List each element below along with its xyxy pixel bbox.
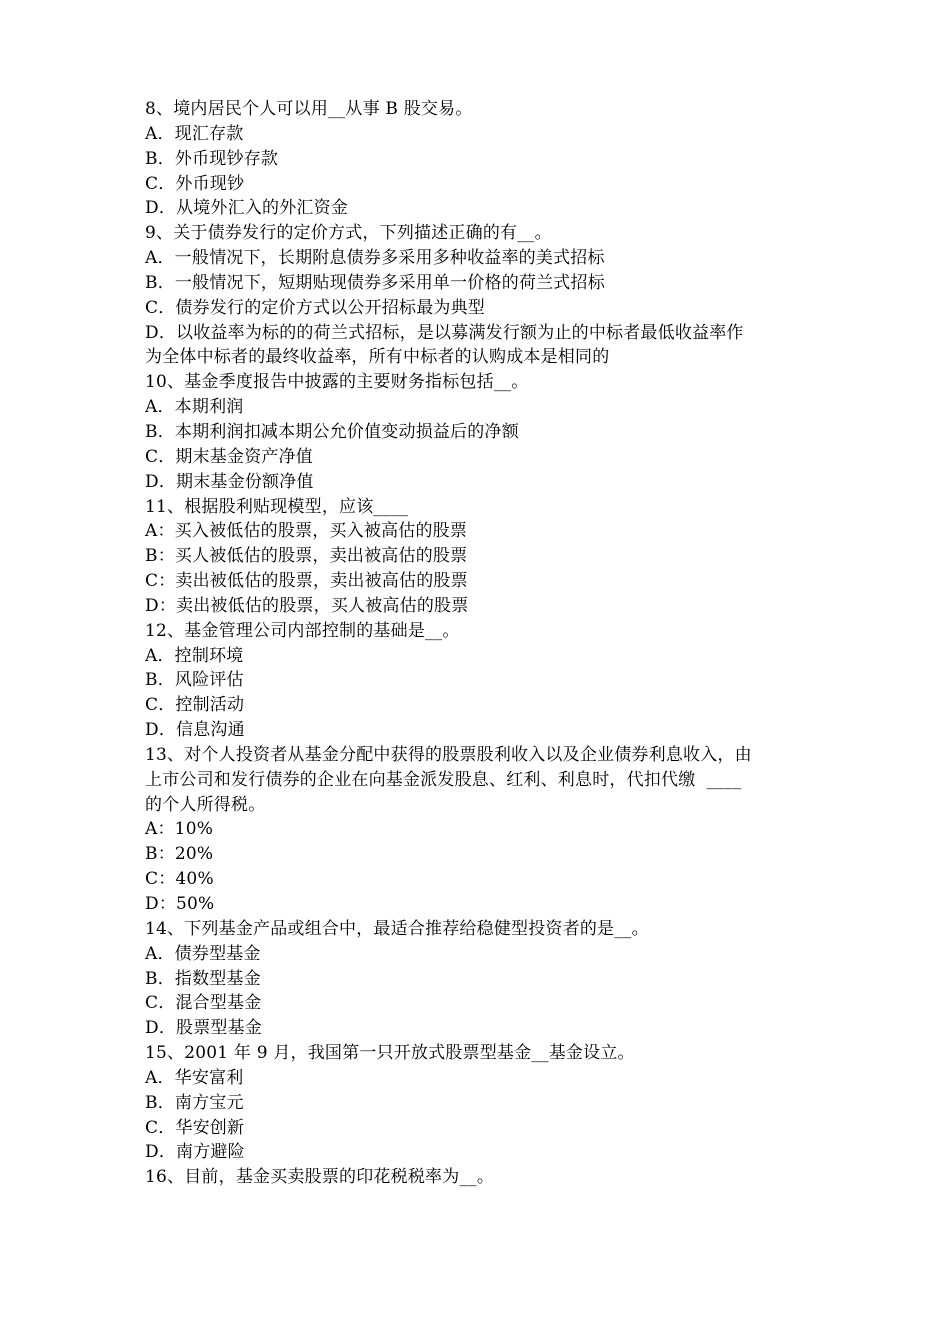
question-10-stem: 10、基金季度报告中披露的主要财务指标包括__。 [145, 372, 529, 393]
question-8-option-d: D．从境外汇入的外汇资金 [145, 198, 349, 219]
question-11-option-d: D：卖出被低估的股票，买人被高估的股票 [145, 595, 469, 616]
question-15-option-d: D．南方避险 [145, 1142, 245, 1163]
question-9-option-c: C．债券发行的定价方式以公开招标最为典型 [145, 297, 486, 318]
question-13-stem: 13、对个人投资者从基金分配中获得的股票股利收入以及企业债券利息收入，由 [145, 744, 752, 765]
question-9-option-a: A．一般情况下，长期附息债券多采用多种收益率的美式招标 [145, 248, 605, 269]
question-12-stem: 12、基金管理公司内部控制的基础是__。 [145, 620, 460, 641]
question-11-option-b: B：买人被低估的股票，卖出被高估的股票 [145, 546, 468, 567]
question-12-option-d: D．信息沟通 [145, 720, 245, 741]
question-13-option-c: C：40% [145, 869, 214, 890]
question-13-option-d: D：50% [145, 894, 215, 914]
question-14-option-c: C．混合型基金 [145, 993, 262, 1014]
question-14-option-b: B．指数型基金 [145, 968, 261, 989]
question-13-stem-continued: 上市公司和发行债券的企业在向基金派发股息、红利、利息时，代扣代缴 ____ [145, 769, 742, 790]
question-13-option-b: B：20% [145, 844, 214, 865]
question-14-option-d: D．股票型基金 [145, 1018, 263, 1039]
question-15-option-c: C．华安创新 [145, 1117, 245, 1138]
question-14-option-a: A．债券型基金 [145, 943, 261, 964]
question-text-block [145, 97, 820, 1190]
question-8-option-a: A．现汇存款 [145, 123, 244, 144]
question-15-option-b: B．南方宝元 [145, 1092, 244, 1113]
question-9-option-d: D．以收益率为标的的荷兰式招标，是以募满发行额为止的中标者最低收益率作 [145, 322, 744, 343]
question-10-option-a: A．本期利润 [145, 397, 244, 418]
question-8-option-c: C．外币现钞 [145, 173, 245, 194]
question-11-option-c: C：卖出被低估的股票，卖出被高估的股票 [145, 571, 468, 592]
question-10-option-c: C．期末基金资产净值 [145, 446, 314, 467]
question-15-stem: 15、2001 年 9 月，我国第一只开放式股票型基金__基金设立。 [145, 1043, 635, 1064]
question-8-stem: 8、境内居民个人可以用__从事 B 股交易。 [145, 99, 473, 119]
question-12-option-a: A．控制环境 [145, 645, 244, 666]
question-16-stem: 16、目前，基金买卖股票的印花税税率为__。 [145, 1167, 495, 1188]
question-8-option-b: B．外币现钞存款 [145, 148, 279, 169]
question-10-option-b: B．本期利润扣减本期公允价值变动损益后的净额 [145, 421, 519, 442]
question-15-option-a: A．华安富利 [145, 1067, 244, 1088]
question-9-option-b: B．一般情况下，短期贴现债券多采用单一价格的荷兰式招标 [145, 272, 605, 293]
question-10-option-d: D．期末基金份额净值 [145, 471, 314, 492]
question-11-option-a: A：买入被低估的股票，买入被高估的股票 [145, 521, 468, 542]
question-13-option-a: A：10% [145, 819, 214, 840]
question-11-stem: 11、根据股利贴现模型，应该____ [145, 496, 409, 517]
question-9-stem: 9、关于债券发行的定价方式，下列描述正确的有__。 [145, 223, 552, 244]
question-13-stem-end: 的个人所得税。 [145, 794, 266, 815]
question-12-option-c: C．控制活动 [145, 695, 245, 716]
question-9-option-d-continued: 为全体中标者的最终收益率，所有中标者的认购成本是相同的 [145, 347, 610, 368]
question-14-stem: 14、下列基金产品或组合中，最适合推荐给稳健型投资者的是__。 [145, 918, 649, 939]
question-12-option-b: B．风险评估 [145, 670, 244, 691]
